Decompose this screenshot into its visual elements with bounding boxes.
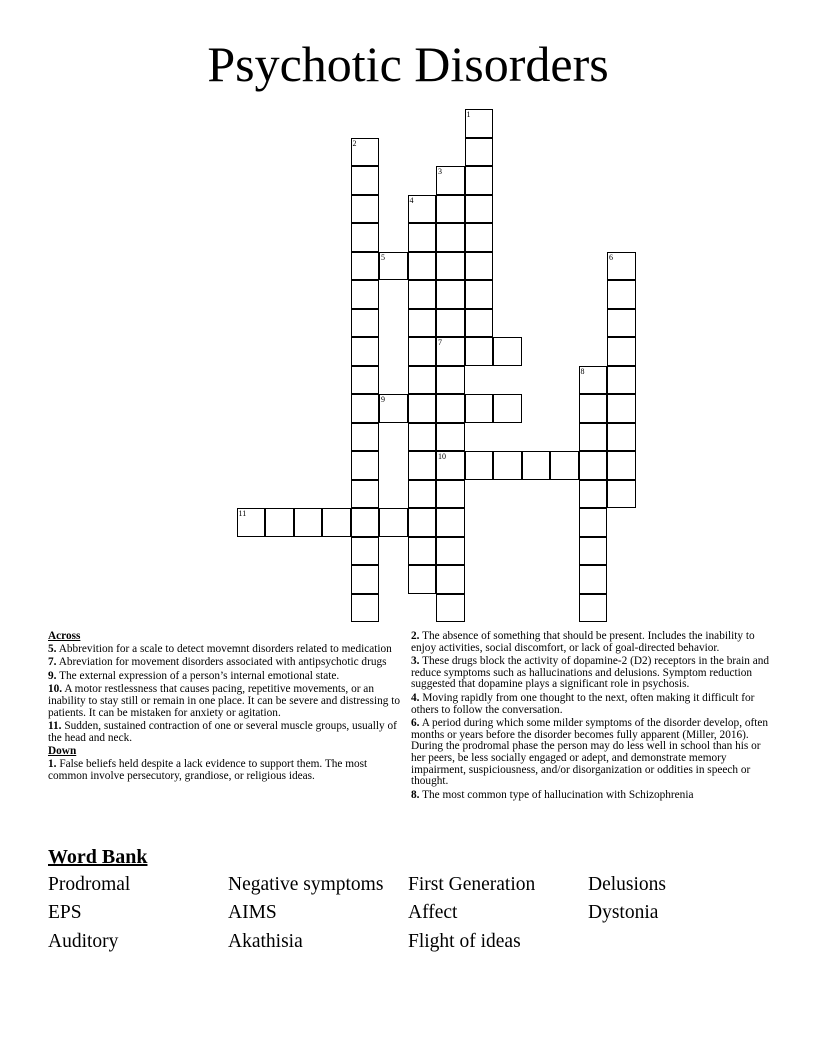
crossword-cell[interactable] <box>379 394 408 423</box>
clue-down-1: 1. False beliefs held despite a lack evidence to support them. The most common involve persecutory, grandiose, or religious ideas. <box>48 757 368 782</box>
word-bank-item: Prodromal <box>48 874 131 895</box>
clue-across-10: 10. A motor restlessness that causes pacing, repetitive movements, or an inability to stay still or remain in one place. It can be severe and distressing to patients. It can be mistaken for anxiety or agitation. <box>48 683 400 719</box>
crossword-cell[interactable] <box>351 138 380 167</box>
crossword-cell[interactable] <box>550 451 579 480</box>
word-bank-item: Delusions <box>588 874 666 895</box>
crossword-cell[interactable] <box>436 594 465 623</box>
clue-number: 7 <box>438 338 442 347</box>
crossword-cell[interactable] <box>351 451 380 480</box>
crossword-cell[interactable] <box>465 138 494 167</box>
clue-number: 4 <box>409 195 414 205</box>
crossword-cell[interactable] <box>493 451 522 480</box>
crossword-cell[interactable] <box>379 252 408 281</box>
crossword-cell[interactable] <box>351 337 380 366</box>
crossword-cell[interactable] <box>436 166 465 195</box>
crossword-cell[interactable] <box>351 537 380 566</box>
clue-number: 5 <box>381 252 385 262</box>
crossword-cell[interactable] <box>607 252 636 281</box>
crossword-cell[interactable] <box>607 309 636 338</box>
crossword-cell[interactable] <box>436 309 465 338</box>
crossword-cell[interactable] <box>607 451 636 480</box>
clue-across-9: 9. The external expression of a person’s internal emotional state. <box>48 669 340 682</box>
crossword-cell[interactable] <box>493 337 522 366</box>
crossword-cell[interactable] <box>408 280 437 309</box>
clue-down-6: 6. A period during which some milder symptoms of the disorder develop, often months or years before the disorder becomes fully apparent (Miller, 2016). During the prodromal phase the person may do less well in school than his or her peers, be less socially engaged or adept, and demonstrate memory impairment, suspiciousness, and/or disorganization or oddities in speech or thought. <box>411 717 769 788</box>
crossword-cell[interactable] <box>408 423 437 452</box>
word-bank-item: Affect <box>408 902 458 923</box>
crossword-cell[interactable] <box>607 480 636 509</box>
crossword-cell[interactable] <box>408 508 437 537</box>
clue-down-8: 8. The most common type of hallucination with Schizophrenia <box>411 788 694 801</box>
puzzle-title: Psychotic Disorders <box>207 36 609 92</box>
word-bank-item: First Generation <box>408 874 536 895</box>
crossword-cell[interactable] <box>408 480 437 509</box>
crossword-cell[interactable] <box>351 508 380 537</box>
crossword-cell[interactable] <box>465 223 494 252</box>
clue-number: 8 <box>580 366 585 376</box>
crossword-cell[interactable] <box>351 280 380 309</box>
word-bank-item: EPS <box>48 902 82 923</box>
crossword-cell[interactable] <box>408 565 437 594</box>
down-heading: Down <box>48 745 77 758</box>
crossword-cell[interactable] <box>351 366 380 395</box>
crossword-cell[interactable] <box>522 451 551 480</box>
crossword-cell[interactable] <box>579 480 608 509</box>
crossword-cell[interactable] <box>436 280 465 309</box>
word-bank <box>48 873 788 963</box>
crossword-cell[interactable] <box>436 423 465 452</box>
crossword-cell[interactable] <box>408 337 437 366</box>
crossword-cell[interactable] <box>579 594 608 623</box>
clues-left-column <box>48 630 408 784</box>
crossword-cell[interactable] <box>379 508 408 537</box>
clue-down-3: 3. These drugs block the activity of dopamine-2 (D2) receptors in the brain and reduce symptoms such as hallucinations and delusions. Symptom reduction suggested that dopamine plays a significant role in psychosis. <box>411 655 770 691</box>
clue-down-2: 2. The absence of something that should be present. Includes the inability to enjoy activities, social discomfort, or lack of goal-directed behavior. <box>411 630 755 654</box>
crossword-cell[interactable] <box>408 394 437 423</box>
crossword-cell[interactable] <box>408 309 437 338</box>
crossword-cell[interactable] <box>408 252 437 281</box>
crossword-cell[interactable] <box>351 423 380 452</box>
crossword-cell[interactable] <box>408 451 437 480</box>
crossword-cell[interactable] <box>436 252 465 281</box>
crossword-cell[interactable] <box>237 508 266 537</box>
crossword-cell[interactable] <box>465 195 494 224</box>
crossword-cell[interactable] <box>351 594 380 623</box>
crossword-cell[interactable] <box>465 280 494 309</box>
crossword-cell[interactable] <box>579 537 608 566</box>
crossword-cell[interactable] <box>607 280 636 309</box>
crossword-cell[interactable] <box>408 537 437 566</box>
crossword-cell[interactable] <box>351 166 380 195</box>
clue-number: 3 <box>438 167 442 176</box>
crossword-cell[interactable] <box>436 337 465 366</box>
clues-right-column <box>411 630 771 803</box>
crossword-cell[interactable] <box>408 195 437 224</box>
crossword-cell[interactable] <box>322 508 351 537</box>
word-bank-item: Flight of ideas <box>408 931 521 952</box>
crossword-cell[interactable] <box>436 394 465 423</box>
crossword-cell[interactable] <box>436 508 465 537</box>
clue-number: 11 <box>238 509 247 518</box>
crossword-cell[interactable] <box>351 565 380 594</box>
crossword-cell[interactable] <box>579 423 608 452</box>
crossword-cell[interactable] <box>265 508 294 537</box>
crossword-cell[interactable] <box>408 366 437 395</box>
crossword-cell[interactable] <box>579 508 608 537</box>
crossword-cell[interactable] <box>607 423 636 452</box>
clue-number: 9 <box>381 395 385 404</box>
crossword-cell[interactable] <box>436 366 465 395</box>
crossword-cell[interactable] <box>493 394 522 423</box>
clue-number: 6 <box>609 252 613 262</box>
word-bank-item: AIMS <box>228 902 277 923</box>
crossword-cell[interactable] <box>465 252 494 281</box>
crossword-cell[interactable] <box>351 223 380 252</box>
clue-number: 10 <box>438 452 446 461</box>
crossword-cell[interactable] <box>436 565 465 594</box>
crossword-cell[interactable] <box>351 195 380 224</box>
crossword-cell[interactable] <box>436 451 465 480</box>
across-heading: Across <box>48 630 81 642</box>
crossword-cell[interactable] <box>607 394 636 423</box>
crossword-cell[interactable] <box>436 223 465 252</box>
crossword-cell[interactable] <box>607 366 636 395</box>
crossword-cell[interactable] <box>436 537 465 566</box>
crossword-cell[interactable] <box>436 195 465 224</box>
clue-number: 1 <box>466 110 471 119</box>
crossword-cell[interactable] <box>351 309 380 338</box>
crossword-cell[interactable] <box>351 252 380 281</box>
crossword-cell[interactable] <box>579 451 608 480</box>
word-bank-item: Dystonia <box>588 902 659 923</box>
crossword-cell[interactable] <box>579 565 608 594</box>
clue-number: 2 <box>352 138 357 148</box>
crossword-cell[interactable] <box>607 337 636 366</box>
crossword-cell[interactable] <box>351 480 380 509</box>
crossword-cell[interactable] <box>465 109 494 138</box>
crossword-cell[interactable] <box>579 394 608 423</box>
word-bank-item: Akathisia <box>228 931 303 952</box>
crossword-cell[interactable] <box>465 309 494 338</box>
crossword-cell[interactable] <box>465 337 494 366</box>
crossword-cell[interactable] <box>579 366 608 395</box>
clue-down-4: 4. Moving rapidly from one thought to the next, often making it difficult for others to follow the conversation. <box>411 691 755 716</box>
word-bank-item: Auditory <box>48 931 119 952</box>
crossword-cell[interactable] <box>465 166 494 195</box>
word-bank-item: Negative symptoms <box>228 874 384 895</box>
clue-across-7: 7. Abreviation for movement disorders associated with antipsychotic drugs <box>48 656 387 669</box>
crossword-cell[interactable] <box>351 394 380 423</box>
crossword-cell[interactable] <box>436 480 465 509</box>
clue-across-5: 5. Abbrevition for a scale to detect movemnt disorders related to medication <box>48 642 392 655</box>
word-bank-title: Word Bank <box>48 846 148 868</box>
crossword-cell[interactable] <box>294 508 323 537</box>
clue-across-11: 11. Sudden, sustained contraction of one or several muscle groups, usually of the head and neck. <box>48 720 397 744</box>
crossword-cell[interactable] <box>408 223 437 252</box>
crossword-cell[interactable] <box>465 394 494 423</box>
crossword-cell[interactable] <box>465 451 494 480</box>
